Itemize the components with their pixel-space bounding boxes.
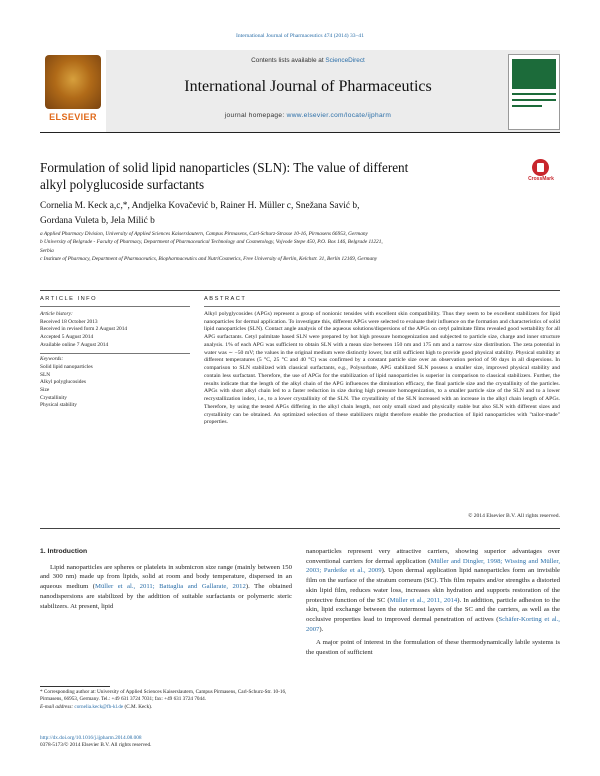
homepage-link[interactable]: www.elsevier.com/locate/ijpharm: [286, 112, 392, 119]
text: Lipid nanoparticles are spheres or platelets in submicron size range (mainly between 150 and 300 nm) made up from lipids, solid at room and body temperature, dispersed in an aqueous medium (: [40, 563, 292, 591]
corresponding-author-footnote: [40, 689, 292, 711]
citation-link[interactable]: Müller et al., 2011, 2014: [389, 596, 458, 604]
abstract-copyright: © 2014 Elsevier B.V. All rights reserved.: [468, 513, 560, 519]
history-item: Received 18 October 2013: [40, 318, 98, 325]
cover-band: [512, 59, 556, 89]
info-divider: [40, 306, 190, 307]
journal-title: International Journal of Pharmaceutics: [184, 78, 432, 95]
article-identifiers: [40, 735, 300, 750]
title-line-1: Formulation of solid lipid nanoparticles (SLN): The value of different: [40, 160, 409, 175]
history-label: Article history:: [40, 311, 73, 317]
contents-available: [106, 57, 510, 64]
keyword: Solid lipid nanoparticles: [40, 363, 93, 370]
abstract-text: Alkyl polyglycosides (APGs) represent a group of nonionic tensides with excellent skin compatibility. Thus they seem to be excellent stabilizers for lipid nanoparticles for dermal application. To investigate this, different APGs were selected to evaluate their influence on the formation and characteristics of solid lipid nanoparticles (SLN). Contact angle analysis of the aqueous solutions/dispersions of the APGs on cetyl palmitate films revealed good wettability for all APG surfactants. Cetyl palmitate based SLN were prepared by hot high pressure homogenization and subjected to particle size, charge and inner structure analysis. 1% of each APG was sufficient to obtain SLN with a mean size between 150 nm and 175 nm and a narrow size distribution. The zeta potential in water was ∼ −50 mV; the values in the original medium were distinctly lower, but still sufficient high to provide good physical stability. Physical stability at different temperatures (5 °C, 25 °C and 40 °C) was confirmed by a constant particle size over an observation period of 90 days in all dispersions. In comparison to SLN stabilized with classical surfactants, e.g., Polysorbate, APG stabilized SLN possess a smaller size, improved physical stability and contain less surfactant. Therefore, the use of APGs for the stabilization of lipid nanoparticles is superior in comparison to classical stabilizers. Further, the results indicate that the length of the alkyl chain of the APG influences the diminution efficacy, the final particle size and the crystallinity of the particles. APGs with short alkyl chain led to a faster reduction in size during high pressure homogenization, to a smaller particle size of the SLN and to a lower recrystallization index, i.e., to a lower crystallinity of the SLN. The crystallinity of the SLN increased with an increase in the alkyl chain length of APGs. Therefore, by using the tested APGs differing in the alkyl chain length, not only small sized and physically stable but also SLN with different sizes and crystallinity can be obtained. An optimized selection of these stabilizers might therefore enable the production of lipid nanoparticles with "tailor-made" properties.: [204, 311, 560, 426]
email-label: E-mail address:: [40, 703, 75, 710]
crossmark-button[interactable]: [522, 159, 560, 183]
journal-homepage: [106, 112, 510, 119]
cover-line: [512, 93, 556, 95]
section-divider: [40, 290, 560, 291]
intro-paragraph: A major point of interest in the formulation of these thermodynamically labile systems is the question of sufficient: [306, 639, 560, 657]
body-column-left: [40, 547, 292, 611]
keywords-label: Keywords:: [40, 356, 64, 363]
crossmark-icon: [532, 159, 549, 176]
issn-copyright: 0378-5173/© 2014 Elsevier B.V. All rights reserved.: [40, 742, 152, 749]
citation-link[interactable]: Müller et al., 2011; Battaglia and Gallarate, 2012: [95, 583, 246, 591]
intro-paragraph-continued: [306, 547, 560, 634]
cover-line: [512, 105, 542, 107]
affiliation: b University of Belgrade - Faculty of Pharmacy, Department of Pharmaceutical Technology and Cosmetology, Vojvode Stepe 450, P.O. Box 146, Belgrade 11221,: [40, 239, 383, 246]
footnote-divider: [40, 686, 110, 687]
text: ). The obtained nanodispersions are stabilized by the addition of suitable surfactants or polymeric steric stabilizers. At present, lipid: [40, 583, 293, 610]
sciencedirect-link[interactable]: ScienceDirect: [325, 57, 365, 64]
keyword: Size: [40, 386, 50, 393]
article-info-heading: ARTICLE INFO: [40, 296, 98, 302]
affiliation: Serbia: [40, 247, 54, 254]
text: ).: [319, 625, 324, 633]
keywords-divider: [40, 353, 190, 354]
affiliation: a Applied Pharmacy Division, University of Applied Sciences Kaiserslautern, Campus Pirmasens, Carl-Schurz-Strasse 10-16, Pirmasens 66953, Germany: [40, 231, 368, 237]
keyword: Alkyl polyglucosides: [40, 379, 86, 386]
crossmark-label: CrossMark: [528, 176, 554, 182]
elsevier-logo[interactable]: [40, 50, 106, 132]
publisher-name: ELSEVIER: [49, 112, 97, 122]
affiliations: [40, 230, 560, 263]
citation-link[interactable]: Müller and Dingler, 1998; Wissing and Müller, 2003; Pardeike et al., 2009: [306, 557, 560, 575]
author-list: [40, 199, 510, 229]
contents-prefix: Contents lists available at: [251, 57, 326, 64]
footnote-email-line: [40, 704, 292, 711]
history-item: Accepted 5 August 2014: [40, 334, 94, 341]
text: ). Upon dermal application lipid nanoparticles form an invisible film on the surface of the stratum corneum (SC). This film repairs and/or strengths a distorted skin lipid film, reduces water loss, increases skin hydration and supports restoration of the protective function of the SC (: [306, 567, 560, 604]
authors-line-1: Cornelia M. Keck a,c,*, Andjelka Kovačević b, Rainer H. Müller c, Snežana Savić b,: [40, 201, 360, 211]
history-item: Received in revised form 2 August 2014: [40, 326, 128, 333]
journal-citation[interactable]: International Journal of Pharmaceutics 474 (2014) 33–41: [235, 33, 364, 39]
section-heading-introduction: 1. Introduction: [40, 548, 88, 555]
text: nanoparticles represent very attractive carriers, showing superior advantages over conventional carriers for dermal application (: [306, 548, 560, 565]
abstract-heading: ABSTRACT: [204, 296, 247, 302]
email-suffix: (C.M. Keck).: [123, 703, 153, 710]
doi-link[interactable]: http://dx.doi.org/10.1016/j.ijpharm.2014.08.008: [40, 735, 142, 741]
article-title: [40, 159, 500, 193]
keyword: Physical stability: [40, 402, 77, 409]
elsevier-tree-icon: [45, 55, 101, 109]
history-item: Available online 7 August 2014: [40, 341, 109, 348]
authors-line-2: Gordana Vuleta b, Jela Milić b: [40, 216, 155, 226]
article-info: [40, 311, 190, 410]
body-divider: [40, 528, 560, 529]
homepage-prefix: journal homepage:: [224, 112, 287, 119]
affiliation: c Institute of Pharmacy, Department of Pharmaceutics, Biopharmaceutics and NutriCosmetics, Free University of Berlin, Kelchstr. 31, Berlin 12169, Germany: [40, 255, 378, 262]
footnote-text: * Corresponding author at: University of Applied Sciences Kaiserslautern, Campus Pirmasens, Carl-Schurz-Str. 10-16, Pirmasens, 66953, Germany. Tel.: +49 631 3724 7031; fax: +49 631 3724 7044.: [40, 689, 287, 703]
keyword: Crystallinity: [40, 394, 67, 401]
journal-cover-thumbnail[interactable]: [508, 54, 560, 130]
citation-link[interactable]: Schäfer-Korting et al., 2007: [306, 615, 560, 633]
title-line-2: alkyl polyglucoside surfactants: [40, 177, 205, 192]
cover-line: [512, 99, 556, 101]
email-link[interactable]: cornelia.keck@fh-kl.de: [74, 703, 124, 710]
body-column-right: [306, 547, 560, 658]
abstract-divider: [204, 306, 560, 307]
intro-paragraph: [40, 563, 292, 612]
keyword: SLN: [40, 371, 51, 378]
journal-masthead: [40, 50, 560, 133]
text: ). In addition, particle adhesion to the skin, lipid exchange between the outermost layers of the SC and the carriers, as well as the occlusive properties lead to improved dermal penetration of actives (: [306, 596, 560, 623]
